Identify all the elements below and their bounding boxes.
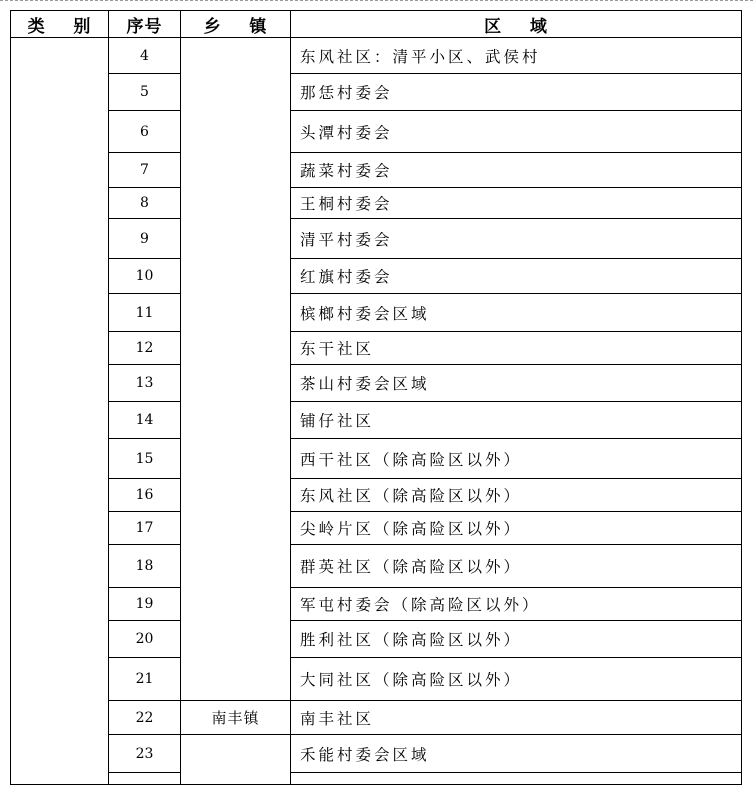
row-area: 茶山村委会区域 bbox=[291, 365, 742, 402]
row-number: 17 bbox=[109, 512, 181, 545]
header-area: 区 域 bbox=[291, 11, 742, 38]
row-number: 21 bbox=[109, 658, 181, 701]
table-row bbox=[11, 479, 742, 512]
table-row bbox=[11, 735, 742, 773]
row-area: 群英社区（除高险区以外） bbox=[291, 545, 742, 588]
table-row bbox=[11, 545, 742, 588]
table-row bbox=[11, 188, 742, 219]
row-area: 头潭村委会 bbox=[291, 111, 742, 153]
row-area: 蔬菜村委会 bbox=[291, 153, 742, 188]
row-number: 7 bbox=[109, 153, 181, 188]
category-cell bbox=[11, 38, 109, 785]
row-number: 16 bbox=[109, 479, 181, 512]
row-number: 13 bbox=[109, 365, 181, 402]
header-number: 序号 bbox=[109, 11, 181, 38]
table-row bbox=[11, 365, 742, 402]
row-number: 5 bbox=[109, 74, 181, 111]
town-cell: 南丰镇 bbox=[181, 701, 291, 735]
table-row bbox=[11, 658, 742, 701]
row-area: 红旗村委会 bbox=[291, 259, 742, 294]
row-number bbox=[109, 773, 181, 785]
row-number: 14 bbox=[109, 402, 181, 439]
row-area: 那恁村委会 bbox=[291, 74, 742, 111]
district-table bbox=[10, 10, 742, 785]
row-area: 大同社区（除高险区以外） bbox=[291, 658, 742, 701]
table-row bbox=[11, 74, 742, 111]
row-number: 6 bbox=[109, 111, 181, 153]
row-number: 15 bbox=[109, 439, 181, 479]
row-area: 胜利社区（除高险区以外） bbox=[291, 621, 742, 658]
table-row bbox=[11, 773, 742, 785]
town-cell-merged bbox=[181, 38, 291, 701]
table-row bbox=[11, 512, 742, 545]
row-area: 东风社区：清平小区、武侯村 bbox=[291, 38, 742, 74]
table-row bbox=[11, 259, 742, 294]
row-area: 东风社区（除高险区以外） bbox=[291, 479, 742, 512]
row-area: 尖岭片区（除高险区以外） bbox=[291, 512, 742, 545]
row-number: 11 bbox=[109, 294, 181, 332]
row-number: 19 bbox=[109, 588, 181, 621]
table-row bbox=[11, 621, 742, 658]
row-number: 4 bbox=[109, 38, 181, 74]
row-area: 禾能村委会区域 bbox=[291, 735, 742, 773]
row-number: 18 bbox=[109, 545, 181, 588]
row-number: 20 bbox=[109, 621, 181, 658]
row-area: 清平村委会 bbox=[291, 219, 742, 259]
table-row bbox=[11, 294, 742, 332]
table-row bbox=[11, 219, 742, 259]
row-area: 槟榔村委会区域 bbox=[291, 294, 742, 332]
row-area: 西干社区（除高险区以外） bbox=[291, 439, 742, 479]
row-number: 8 bbox=[109, 188, 181, 219]
row-area: 王桐村委会 bbox=[291, 188, 742, 219]
town-cell bbox=[181, 735, 291, 785]
row-number: 23 bbox=[109, 735, 181, 773]
row-area bbox=[291, 773, 742, 785]
table-row bbox=[11, 38, 742, 74]
table-row bbox=[11, 439, 742, 479]
row-area: 军屯村委会（除高险区以外） bbox=[291, 588, 742, 621]
table-row bbox=[11, 402, 742, 439]
row-number: 22 bbox=[109, 701, 181, 735]
page-top-border bbox=[0, 0, 753, 2]
header-town: 乡 镇 bbox=[181, 11, 291, 38]
row-area: 南丰社区 bbox=[291, 701, 742, 735]
row-area: 铺仔社区 bbox=[291, 402, 742, 439]
table-row bbox=[11, 332, 742, 365]
row-number: 12 bbox=[109, 332, 181, 365]
table-row bbox=[11, 153, 742, 188]
row-number: 10 bbox=[109, 259, 181, 294]
table-row bbox=[11, 111, 742, 153]
row-number: 9 bbox=[109, 219, 181, 259]
row-area: 东干社区 bbox=[291, 332, 742, 365]
header-category: 类 别 bbox=[11, 11, 109, 38]
header-row bbox=[11, 11, 742, 38]
table-row bbox=[11, 701, 742, 735]
table-row bbox=[11, 588, 742, 621]
